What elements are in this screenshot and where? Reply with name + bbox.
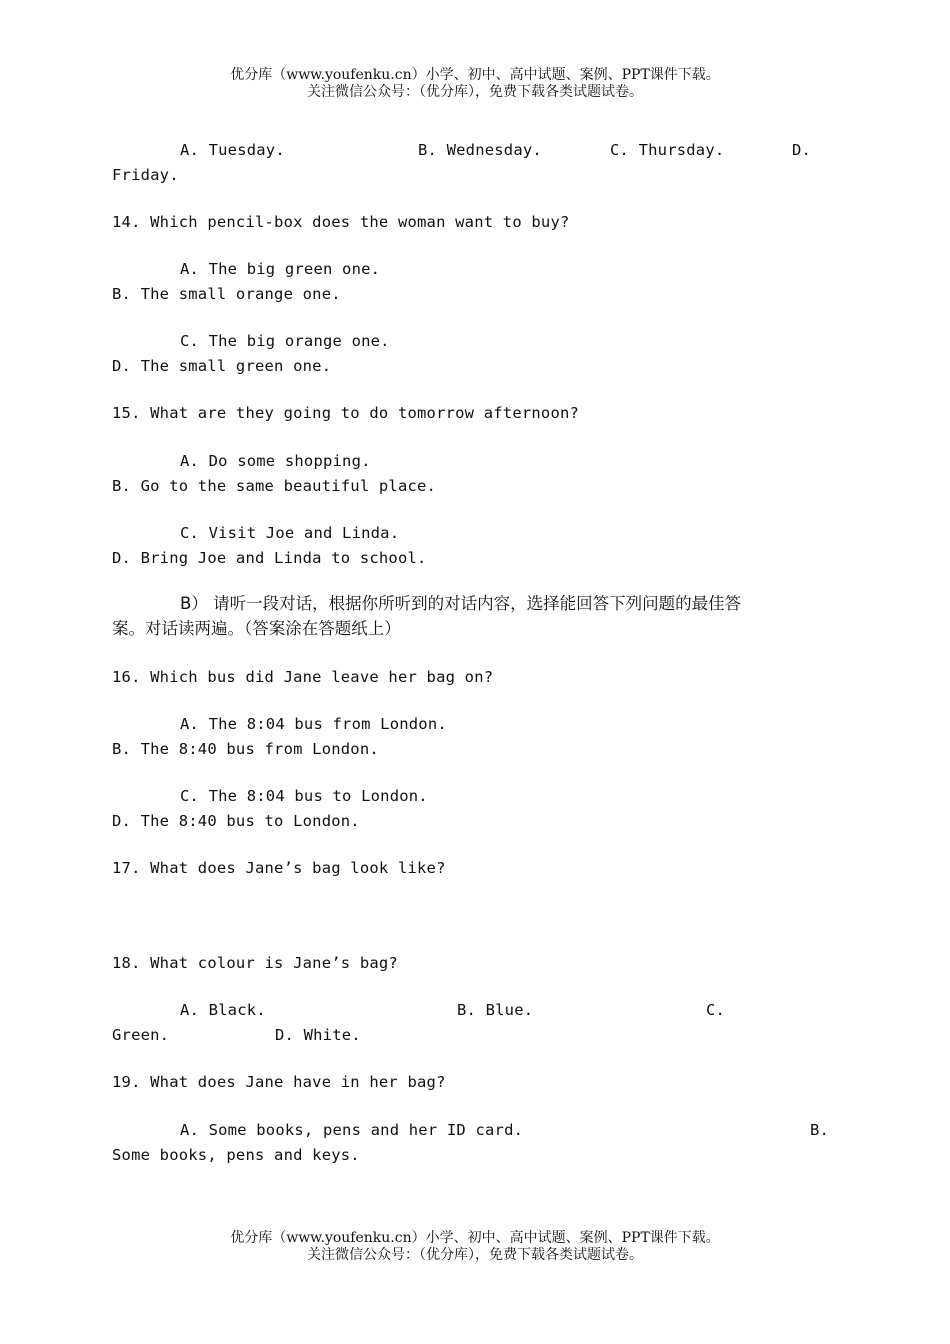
q14-option-c: C. The big orange one.	[180, 332, 390, 350]
q15-option-a: A. Do some shopping.	[180, 452, 371, 470]
q15-option-c: C. Visit Joe and Linda.	[180, 524, 400, 542]
q18-option-c-text: Green.	[112, 1026, 170, 1044]
q13-option-d-text: Friday.	[112, 166, 179, 184]
q16-option-c: C. The 8:04 bus to London.	[180, 787, 428, 805]
q13-option-a: A. Tuesday.	[180, 141, 285, 159]
header-line-1: 优分库（www.youfenku.cn）小学、初中、高中试题、案例、PPT课件下载。	[230, 67, 720, 83]
q18-option-c-label: C.	[706, 1001, 726, 1019]
q16-option-b: B. The 8:40 bus from London.	[112, 740, 379, 758]
q15-question: 15. What are they going to do tomorrow afternoon?	[112, 404, 580, 422]
q19-question: 19. What does Jane have in her bag?	[112, 1073, 446, 1091]
q14-option-d: D. The small green one.	[112, 357, 332, 375]
q16-option-d: D. The 8:40 bus to London.	[112, 812, 360, 830]
q13-option-d-label: D.	[792, 141, 812, 159]
q17-question: 17. What does Jane’s bag look like?	[112, 859, 446, 877]
q18-question: 18. What colour is Jane’s bag?	[112, 954, 398, 972]
q14-option-b: B. The small orange one.	[112, 285, 341, 303]
q14-question: 14. Which pencil-box does the woman want to buy?	[112, 213, 570, 231]
q19-option-a: A. Some books, pens and her ID card.	[180, 1121, 524, 1139]
q18-option-d: D. White.	[275, 1026, 361, 1044]
section-b-instruction-line-1: B） 请听一段对话，根据你所听到的对话内容，选择能回答下列问题的最佳答	[180, 594, 742, 613]
q16-question: 16. Which bus did Jane leave her bag on?	[112, 668, 494, 686]
page-header	[0, 67, 950, 101]
header-line-2: 关注微信公众号：（优分库），免费下载各类试题试卷。	[307, 84, 643, 100]
q15-option-d: D. Bring Joe and Linda to school.	[112, 549, 427, 567]
section-b-instruction-line-2: 案。对话读两遍。（答案涂在答题纸上）	[112, 619, 401, 638]
q19-option-b-label: B.	[810, 1121, 830, 1139]
q18-option-a: A. Black.	[180, 1001, 266, 1019]
footer-line-1: 优分库（www.youfenku.cn）小学、初中、高中试题、案例、PPT课件下载。	[230, 1230, 720, 1246]
page-footer	[0, 1230, 950, 1264]
q15-option-b: B. Go to the same beautiful place.	[112, 477, 437, 495]
q18-option-b: B. Blue.	[457, 1001, 534, 1019]
q13-option-b: B. Wednesday.	[418, 141, 542, 159]
q14-option-a: A. The big green one.	[180, 260, 381, 278]
q19-option-b-text: Some books, pens and keys.	[112, 1146, 360, 1164]
footer-line-2: 关注微信公众号：（优分库），免费下载各类试题试卷。	[307, 1247, 643, 1263]
q13-option-c: C. Thursday.	[610, 141, 725, 159]
q16-option-a: A. The 8:04 bus from London.	[180, 715, 447, 733]
